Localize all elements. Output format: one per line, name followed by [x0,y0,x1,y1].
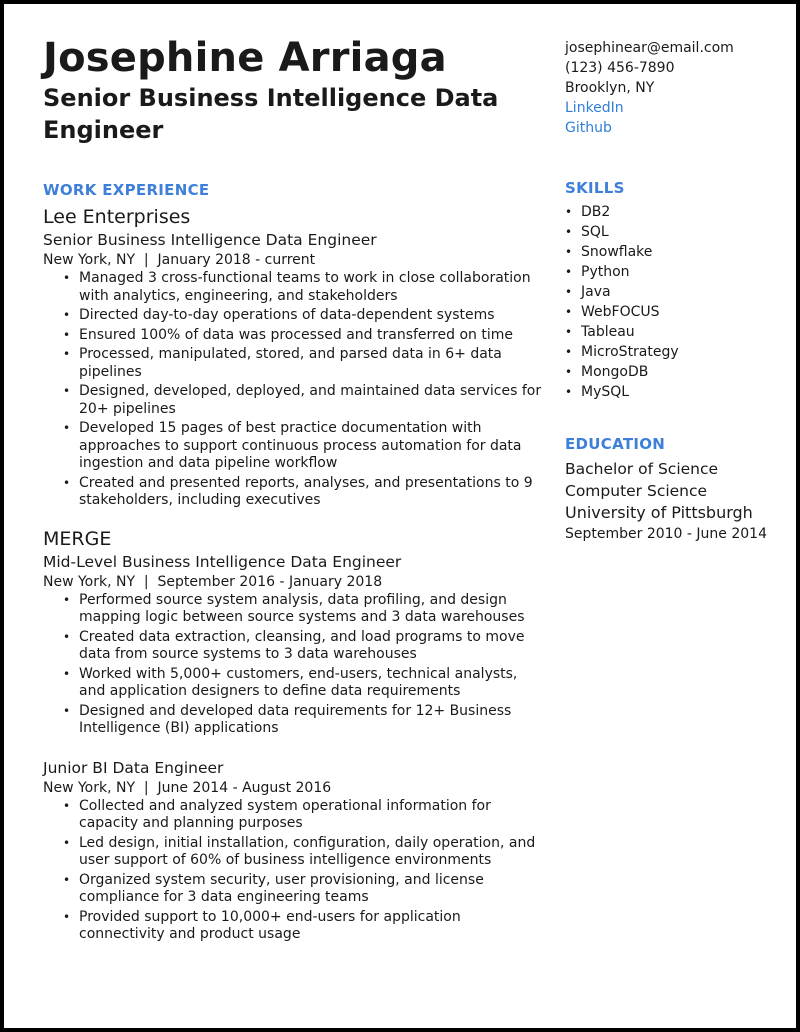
education-school: University of Pittsburgh [565,503,753,522]
skill-item: • Snowflake [581,242,790,262]
contact-location: Brooklyn, NY [565,80,655,96]
skill-item: • Python [581,262,790,282]
work-experience-heading: WORK EXPERIENCE [43,181,210,199]
job-bullet: • Directed day-to-day operations of data-dependent systems [79,307,543,325]
job-bullet: • Created and presented reports, analyses, and presentations to 9 stakeholders, including executives [79,475,543,510]
job-bullets [43,798,543,944]
education-heading: EDUCATION [565,435,666,453]
skill-item: • Tableau [581,322,790,342]
job-company: MERGE [43,527,112,550]
job-bullet: • Ensured 100% of data was processed and transferred on time [79,327,543,345]
github-link[interactable]: Github [565,120,612,136]
job-bullet: • Organized system security, user provisioning, and license compliance for 3 data engineering teams [79,872,543,907]
job-bullets [43,270,543,510]
contact-block [565,38,790,138]
job-bullet: • Designed, developed, deployed, and maintained data services for 20+ pipelines [79,383,543,418]
job-meta: New York, NY | September 2016 - January 2018 [43,573,383,590]
skills-heading: SKILLS [565,179,625,197]
education-block [565,458,790,544]
job-role: Mid-Level Business Intelligence Data Engineer [43,552,402,571]
job-entry [43,204,543,510]
education-degree: Bachelor of Science [565,460,719,478]
job-bullet: • Designed and developed data requirements for 12+ Business Intelligence (BI) applications [79,703,543,738]
contact-phone: (123) 456-7890 [565,60,675,76]
education-dates: September 2010 - June 2014 [565,526,767,542]
job-bullet: • Processed, manipulated, stored, and parsed data in 6+ data pipelines [79,346,543,381]
skill-item: • DB2 [581,202,790,222]
job-bullet: • Performed source system analysis, data profiling, and design mapping logic between source systems and 3 data warehouses [79,592,543,627]
job-role: Senior Business Intelligence Data Engineer [43,231,377,249]
skill-item: • SQL [581,222,790,242]
job-company: Lee Enterprises [43,206,191,228]
job-bullet: • Managed 3 cross-functional teams to work in close collaboration with analytics, engineering, and stakeholders [79,270,543,305]
skills-block [565,202,790,402]
job-bullets [43,592,543,738]
job-entry [43,526,543,738]
skill-item: • WebFOCUS [581,302,790,322]
skill-item: • MySQL [581,382,790,402]
skill-item: • Java [581,282,790,302]
side-column [565,38,790,544]
skill-item: • MongoDB [581,362,790,382]
job-bullet: • Led design, initial installation, configuration, daily operation, and user support of 60% of business intelligence environments [79,835,543,870]
job-role: Junior BI Data Engineer [43,758,224,777]
job-bullet: • Collected and analyzed system operational information for capacity and planning purposes [79,798,543,833]
skills-list [565,202,790,402]
main-column [43,34,543,958]
job-meta: New York, NY | June 2014 - August 2016 [43,779,332,796]
job-bullet: • Provided support to 10,000+ end-users for application connectivity and product usage [79,909,543,944]
job-entry [43,758,543,944]
resume-page [4,4,796,1028]
contact-email[interactable]: josephinear@email.com [565,40,734,56]
skill-item: • MicroStrategy [581,342,790,362]
candidate-name: Josephine Arriaga [43,35,447,81]
linkedin-link[interactable]: LinkedIn [565,100,624,116]
job-bullet: • Worked with 5,000+ customers, end-users, technical analysts, and application designers to define data requirements [79,666,543,701]
candidate-title: Senior Business Intelligence Data Engineer [43,84,499,144]
job-meta: New York, NY | January 2018 - current [43,252,316,268]
job-bullet: • Developed 15 pages of best practice documentation with approaches to support continuous process automation for data ingestion and data pipeline workflow [79,420,543,473]
education-major: Computer Science [565,482,708,500]
job-bullet: • Created data extraction, cleansing, and load programs to move data from source systems to 3 data warehouses [79,629,543,664]
